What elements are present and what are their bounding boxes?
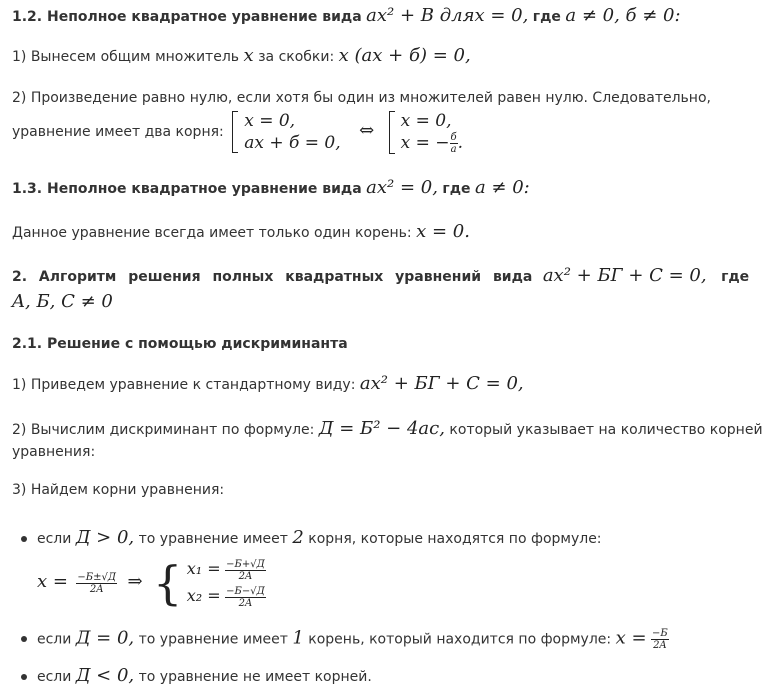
paragraph-text: Данное уравнение всегда имеет только один корень: bbox=[12, 225, 412, 241]
step-math: Д = Б² − 4ac, bbox=[318, 418, 445, 439]
paragraph-math: x = 0. bbox=[416, 221, 470, 242]
bullet-dot bbox=[21, 636, 27, 642]
system-2 bbox=[389, 110, 463, 155]
step-text: 1) Приведем уравнение к стандартному виду: bbox=[12, 377, 356, 393]
roots-system bbox=[187, 556, 266, 610]
section-2-1-step-3 bbox=[12, 480, 712, 500]
fraction bbox=[76, 572, 117, 595]
step-math: ax² + БГ + C = 0, bbox=[359, 373, 524, 394]
formula-lhs: x = bbox=[37, 571, 68, 592]
root-label: x₁ = bbox=[186, 559, 221, 578]
heading-where: где bbox=[532, 9, 561, 25]
bullet-rest: то уравнение не имеет корней. bbox=[138, 669, 372, 685]
fraction-numerator: б bbox=[450, 131, 457, 143]
heading-math: ax² = 0, bbox=[366, 177, 438, 198]
step-var: x bbox=[243, 45, 254, 66]
bullet-mid: то уравнение имеет bbox=[138, 531, 288, 547]
bullet-math: Д > 0, bbox=[75, 527, 135, 548]
section-2-1-step-2-line-2 bbox=[12, 442, 712, 462]
bullet-formula-lhs: x = bbox=[615, 627, 647, 649]
bullet-dot bbox=[21, 674, 27, 680]
fraction bbox=[225, 586, 266, 609]
bullet-number: 2 bbox=[292, 527, 304, 548]
fraction-numerator: −Б±√Д bbox=[77, 571, 117, 583]
heading-math: ax² + БГ + C = 0, bbox=[542, 265, 707, 286]
section-1-2-step-2-line-1 bbox=[12, 88, 712, 108]
fraction-denominator: 2A bbox=[238, 597, 253, 609]
fraction-denominator: a bbox=[450, 143, 457, 155]
roots-formula bbox=[37, 554, 712, 611]
root-x1 bbox=[187, 556, 266, 583]
fraction-numerator: −Б bbox=[652, 628, 668, 639]
bullet-item-3 bbox=[37, 666, 712, 687]
section-2-1-step-1 bbox=[12, 374, 712, 395]
system-row: ax + б = 0, bbox=[244, 133, 341, 153]
bullet-math: Д = 0, bbox=[75, 627, 135, 649]
fraction-denominator: 2A bbox=[89, 583, 104, 595]
fraction-denominator: 2A bbox=[653, 640, 667, 651]
system-1 bbox=[232, 110, 340, 154]
equivalence-icon: ⇔ bbox=[359, 120, 375, 141]
bullet-prefix: если bbox=[37, 531, 72, 547]
bullet-dot bbox=[21, 536, 27, 542]
fraction-numerator: −Б+√Д bbox=[226, 558, 265, 570]
step-text: 2) Произведение равно нулю, если хотя бы один из множителей равен нулю. Следовательно, bbox=[12, 90, 711, 106]
left-brace-icon: { bbox=[153, 556, 183, 610]
system-row-suffix: . bbox=[457, 132, 464, 153]
heading-text: 1.2. Неполное квадратное уравнение вида bbox=[12, 9, 362, 25]
system-row-prefix: x = − bbox=[400, 132, 450, 153]
heading-text: 1.3. Неполное квадратное уравнение вида bbox=[12, 181, 362, 197]
step-text: 2) Вычислим дискриминант по формуле: bbox=[12, 422, 315, 438]
bullet-mid: то уравнение имеет bbox=[138, 631, 288, 648]
fraction bbox=[225, 559, 266, 582]
system-row: x = 0, bbox=[244, 111, 296, 131]
section-1-2-step-1 bbox=[12, 46, 712, 67]
step-text: 3) Найдем корни уравнения: bbox=[12, 482, 225, 498]
section-2-heading-line-2 bbox=[12, 292, 712, 313]
section-2-1-step-2 bbox=[12, 418, 763, 440]
step-text: уравнения: bbox=[12, 444, 96, 460]
system-row bbox=[401, 132, 463, 155]
heading-condition: A, Б, C ≠ 0 bbox=[12, 291, 113, 312]
heading-condition: a ≠ 0: bbox=[474, 177, 530, 198]
fraction-numerator: −Б−√Д bbox=[226, 585, 265, 597]
heading-where: где bbox=[721, 269, 750, 285]
section-1-2-step-2-line-2 bbox=[12, 108, 712, 155]
heading-where: где bbox=[442, 181, 471, 197]
bullet-number: 1 bbox=[292, 627, 304, 649]
fraction bbox=[651, 628, 669, 651]
implies-icon: ⇒ bbox=[127, 571, 143, 592]
section-1-3-heading bbox=[12, 178, 712, 199]
section-2-1-heading bbox=[12, 334, 712, 354]
bullet-rest: корень, который находится по формуле: bbox=[308, 631, 612, 648]
root-x2 bbox=[187, 583, 266, 610]
section-1-2-heading bbox=[12, 6, 712, 27]
root-label: x₂ = bbox=[186, 586, 221, 605]
bullet-rest: корня, которые находятся по формуле: bbox=[308, 531, 602, 547]
step-text: уравнение имеет два корня: bbox=[12, 124, 224, 140]
bullet-prefix: если bbox=[37, 631, 72, 648]
step-text: 1) Вынесем общим множитель bbox=[12, 49, 240, 65]
section-1-3-text bbox=[12, 222, 712, 243]
step-mid: за скобки: bbox=[258, 49, 335, 65]
bullet-item-1 bbox=[37, 528, 712, 549]
heading-text: 2. Алгоритм решения полных квадратных уравнений вида bbox=[12, 269, 533, 285]
fraction bbox=[450, 132, 458, 155]
bullet-prefix: если bbox=[37, 669, 72, 685]
section-2-heading bbox=[12, 265, 750, 287]
step-math: x (ax + б) = 0, bbox=[338, 45, 471, 66]
bullet-item-2 bbox=[37, 628, 712, 651]
bullet-math: Д < 0, bbox=[75, 665, 135, 686]
heading-condition: a ≠ 0, б ≠ 0: bbox=[565, 5, 681, 26]
step-rest: который указывает на количество корней bbox=[449, 422, 763, 438]
system-row: x = 0, bbox=[400, 110, 452, 131]
heading-text: 2.1. Решение с помощью дискриминанта bbox=[12, 336, 348, 352]
fraction-denominator: 2A bbox=[238, 570, 253, 582]
heading-math: ax² + B длях = 0, bbox=[366, 5, 529, 26]
